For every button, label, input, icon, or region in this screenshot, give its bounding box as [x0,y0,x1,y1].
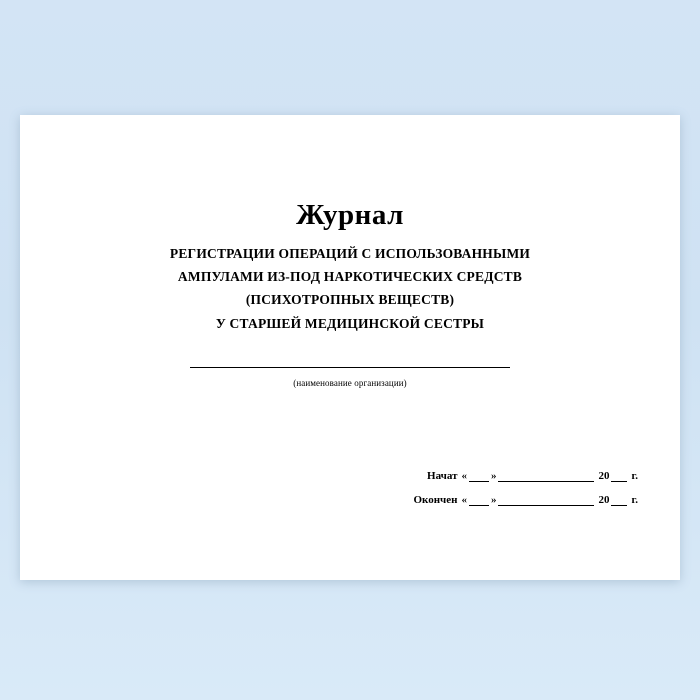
subtitle-line-2: АМПУЛАМИ ИЗ-ПОД НАРКОТИЧЕСКИХ СРЕДСТВ [177,269,523,285]
end-quote-open: « [461,494,467,506]
title-block [20,200,680,335]
end-month-blank [498,505,594,506]
end-year-prefix: 20 [598,494,610,506]
end-day-blank [469,505,489,506]
end-year-blank [611,505,627,506]
start-quote-open: « [461,470,467,482]
subtitle-line-1: РЕГИСТРАЦИИ ОПЕРАЦИЙ С ИСПОЛЬЗОВАННЫМИ [169,245,531,261]
subtitle-line-4: У СТАРШЕЙ МЕДИЦИНСКОЙ СЕСТРЫ [215,315,485,331]
end-quote-close: » [490,494,497,506]
start-quote-close: » [490,470,497,482]
start-year-blank [611,481,627,482]
start-day-blank [469,481,489,482]
dates-block [308,470,638,518]
start-date-row [308,470,638,482]
end-year-suffix: г. [631,494,638,506]
start-date-label: Начат [427,470,458,482]
document-cover-page [20,115,680,580]
subtitle-line-3: (ПСИХОТРОПНЫХ ВЕЩЕСТВ) [245,292,455,308]
start-year-prefix: 20 [598,470,610,482]
start-month-blank [498,481,594,482]
organization-block [20,360,680,388]
organization-name-rule [190,366,510,368]
page-title: Журнал [296,199,404,231]
end-date-label: Окончен [413,494,458,506]
start-year-suffix: г. [631,470,638,482]
end-date-row [308,494,638,506]
organization-caption: (наименование организации) [293,378,407,388]
